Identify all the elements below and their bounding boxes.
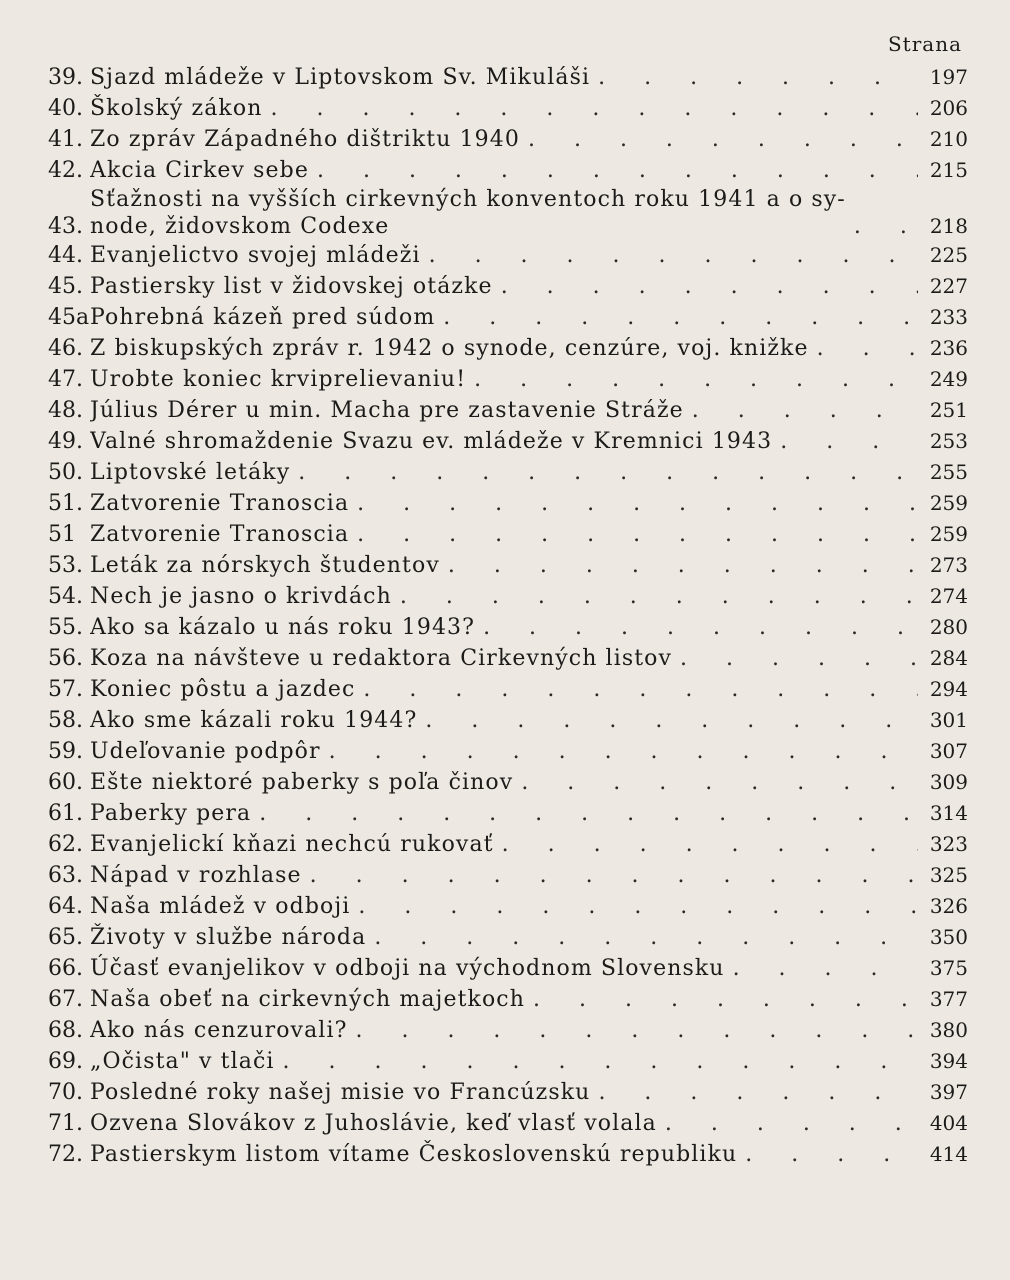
entry-title-wrap: [90, 798, 918, 829]
entry-title-wrap: [90, 364, 918, 395]
entry-title: Koza na návšteve u redaktora Cirkevných listov: [90, 646, 673, 671]
entry-number: 45.: [48, 274, 83, 299]
entry-number: 42.: [48, 158, 83, 183]
entry-page-number: 251: [929, 398, 968, 422]
entry-title-wrap: [90, 457, 918, 488]
dot-leader: [692, 395, 918, 426]
entry-title-wrap: [90, 705, 918, 736]
entry-title-wrap: [90, 922, 918, 953]
entry-number: 54.: [48, 584, 83, 609]
entry-number: 64.: [48, 894, 83, 919]
dot-leader: [854, 213, 918, 240]
entry-title-wrap: [90, 124, 918, 155]
entry-title-wrap: [90, 643, 918, 674]
entry-title: Leták za nórskych študentov: [90, 553, 440, 578]
dot-leader: [598, 62, 918, 93]
entry-title: Ozvena Slovákov z Juhoslávie, keď vlasť volala: [90, 1111, 657, 1136]
dot-leader: [425, 705, 918, 736]
entry-title-wrap: [90, 736, 918, 767]
toc-entry: [48, 550, 968, 581]
entry-page-number: 307: [929, 739, 968, 763]
dot-leader: [363, 674, 918, 705]
entry-page-number: 309: [929, 770, 968, 794]
dot-leader: [665, 1108, 918, 1139]
entry-page-number: 233: [929, 305, 968, 329]
entry-page-number: 259: [929, 522, 968, 546]
entry-number: 51: [48, 522, 76, 547]
dot-leader: [329, 736, 918, 767]
table-of-contents: [48, 62, 968, 1170]
entry-title-wrap: [90, 1077, 918, 1108]
toc-entry: [48, 426, 968, 457]
entry-title: Ešte niektoré paberky s poľa činov: [90, 770, 514, 795]
entry-title-wrap: [90, 1108, 918, 1139]
dot-leader: [598, 1077, 918, 1108]
toc-entry: [48, 93, 968, 124]
entry-number: 39.: [48, 65, 83, 90]
entry-title: Sťažnosti na vyšších cirkevných konventoch roku 1941 a o sy- node, židovskom Codexe: [90, 187, 846, 239]
entry-number: 43.: [48, 214, 83, 239]
entry-number: 57.: [48, 677, 83, 702]
entry-number: 50.: [48, 460, 83, 485]
dot-leader: [355, 1015, 918, 1046]
dot-leader: [283, 1046, 918, 1077]
entry-page-number: 227: [929, 274, 968, 298]
entry-title: Naša mládež v odboji: [90, 894, 351, 919]
entry-title: Ako nás cenzurovali?: [90, 1018, 348, 1043]
dot-leader: [733, 953, 918, 984]
entry-page-number: 249: [929, 367, 968, 391]
entry-title: Udeľovanie podpôr: [90, 739, 321, 764]
entry-title-wrap: [90, 186, 918, 240]
dot-leader: [502, 829, 918, 860]
toc-entry: [48, 155, 968, 186]
entry-number: 48.: [48, 398, 83, 423]
toc-entry: [48, 62, 968, 93]
entry-title-wrap: [90, 519, 918, 550]
toc-entry: [48, 240, 968, 271]
entry-title: Urobte koniec krviprelievaniu!: [90, 367, 467, 392]
entry-number: 59.: [48, 739, 83, 764]
entry-title-wrap: [90, 891, 918, 922]
entry-title-wrap: [90, 155, 918, 186]
entry-title-wrap: [90, 829, 918, 860]
entry-page-number: 397: [929, 1080, 968, 1104]
toc-entry: [48, 1108, 968, 1139]
entry-number: 61.: [48, 801, 83, 826]
toc-entry: [48, 643, 968, 674]
dot-leader: [780, 426, 918, 457]
entry-title: Zo zpráv Západného dištriktu 1940: [90, 127, 520, 152]
dot-leader: [429, 240, 918, 271]
entry-title: „Očista" v tlači: [90, 1049, 275, 1074]
entry-title: Paberky pera: [90, 801, 252, 826]
entry-number: 44.: [48, 243, 83, 268]
entry-page-number: 284: [929, 646, 968, 670]
toc-entry: [48, 488, 968, 519]
toc-entry: [48, 860, 968, 891]
entry-title-wrap: [90, 395, 918, 426]
entry-title-wrap: [90, 674, 918, 705]
entry-number: 63.: [48, 863, 83, 888]
toc-entry: [48, 271, 968, 302]
toc-entry: [48, 674, 968, 705]
entry-title: Valné shromaždenie Svazu ev. mládeže v Kremnici 1943: [90, 429, 773, 454]
toc-entry: [48, 457, 968, 488]
toc-entry: [48, 333, 968, 364]
toc-entry: [48, 395, 968, 426]
entry-page-number: 326: [929, 894, 968, 918]
entry-page-number: 377: [929, 987, 968, 1011]
entry-page-number: 314: [929, 801, 968, 825]
toc-entry: [48, 798, 968, 829]
entry-number: 67.: [48, 987, 83, 1012]
entry-number: 71.: [48, 1111, 83, 1136]
dot-leader: [259, 798, 918, 829]
entry-number: 41.: [48, 127, 83, 152]
entry-title-wrap: [90, 240, 918, 271]
dot-leader: [358, 891, 918, 922]
entry-title-wrap: [90, 1015, 918, 1046]
toc-entry: [48, 1015, 968, 1046]
dot-leader: [357, 488, 918, 519]
entry-page-number: 414: [929, 1142, 968, 1166]
toc-entry: [48, 767, 968, 798]
dot-leader: [270, 93, 918, 124]
entry-page-number: 255: [929, 460, 968, 484]
entry-number: 65.: [48, 925, 83, 950]
entry-number: 45a: [48, 305, 90, 330]
entry-number: 51.: [48, 491, 83, 516]
entry-title-wrap: [90, 62, 918, 93]
entry-number: 47.: [48, 367, 83, 392]
entry-title: Ako sme kázali roku 1944?: [90, 708, 418, 733]
entry-page-number: 259: [929, 491, 968, 515]
entry-title: Zatvorenie Tranoscia: [90, 522, 350, 547]
entry-title-wrap: [90, 302, 918, 333]
entry-page-number: 253: [929, 429, 968, 453]
entry-title: Pastierskym listom vítame Československú republiku: [90, 1142, 738, 1167]
entry-page-number: 350: [929, 925, 968, 949]
entry-title-wrap: [90, 581, 918, 612]
entry-page-number: 323: [929, 832, 968, 856]
entry-page-number: 294: [929, 677, 968, 701]
entry-number: 40.: [48, 96, 83, 121]
entry-page-number: 325: [929, 863, 968, 887]
entry-page-number: 210: [929, 127, 968, 151]
entry-title: Pastiersky list v židovskej otázke: [90, 274, 493, 299]
dot-leader: [310, 860, 918, 891]
entry-title-wrap: [90, 333, 918, 364]
dot-leader: [400, 581, 918, 612]
entry-number: 49.: [48, 429, 83, 454]
entry-title: Zatvorenie Tranoscia: [90, 491, 350, 516]
entry-title: Sjazd mládeže v Liptovskom Sv. Mikuláši: [90, 65, 591, 90]
entry-title: Naša obeť na cirkevných majetkoch: [90, 987, 525, 1012]
entry-title-wrap: [90, 860, 918, 891]
entry-title: Evanjelickí kňazi nechcú rukovať: [90, 832, 494, 857]
entry-title-wrap: [90, 550, 918, 581]
dot-leader: [483, 612, 918, 643]
entry-page-number: 375: [929, 956, 968, 980]
entry-title: Koniec pôstu a jazdec: [90, 677, 356, 702]
toc-entry: [48, 124, 968, 155]
toc-entry: [48, 705, 968, 736]
entry-number: 72.: [48, 1142, 83, 1167]
entry-page-number: 280: [929, 615, 968, 639]
toc-entry: [48, 953, 968, 984]
toc-entry: [48, 891, 968, 922]
entry-number: 60.: [48, 770, 83, 795]
entry-page-number: 215: [929, 158, 968, 182]
dot-leader: [357, 519, 918, 550]
entry-title-wrap: [90, 767, 918, 798]
toc-entry: [48, 186, 968, 240]
entry-title: Ako sa kázalo u nás roku 1943?: [90, 615, 476, 640]
dot-leader: [501, 271, 918, 302]
entry-page-number: 218: [929, 214, 968, 238]
entry-title-wrap: [90, 426, 918, 457]
entry-title-wrap: [90, 93, 918, 124]
dot-leader: [521, 767, 918, 798]
entry-title: Školský zákon: [90, 96, 263, 121]
toc-entry: [48, 736, 968, 767]
page-column-header: Strana: [887, 32, 962, 56]
entry-page-number: 197: [929, 65, 968, 89]
toc-entry: [48, 922, 968, 953]
entry-page-number: 380: [929, 1018, 968, 1042]
entry-title: Z biskupských zpráv r. 1942 o synode, cenzúre, voj. knižke: [90, 336, 809, 361]
entry-number: 68.: [48, 1018, 83, 1043]
toc-entry: [48, 829, 968, 860]
entry-title-wrap: [90, 1139, 918, 1170]
entry-page-number: 225: [929, 243, 968, 267]
toc-entry: [48, 1077, 968, 1108]
entry-title: Účasť evanjelikov v odboji na východnom Slovensku: [90, 956, 725, 981]
entry-title: Evanjelictvo svojej mládeži: [90, 243, 421, 268]
entry-title: Nápad v rozhlase: [90, 863, 302, 888]
entry-title-wrap: [90, 1046, 918, 1077]
toc-entry: [48, 581, 968, 612]
entry-title: Životy v službe národa: [90, 925, 367, 950]
entry-title-wrap: [90, 984, 918, 1015]
entry-number: 46.: [48, 336, 83, 361]
entry-page-number: 301: [929, 708, 968, 732]
entry-number: 58.: [48, 708, 83, 733]
entry-number: 69.: [48, 1049, 83, 1074]
entry-title-wrap: [90, 953, 918, 984]
dot-leader: [817, 333, 918, 364]
entry-number: 53.: [48, 553, 83, 578]
toc-entry: [48, 302, 968, 333]
entry-page-number: 274: [929, 584, 968, 608]
entry-page-number: 273: [929, 553, 968, 577]
entry-number: 55.: [48, 615, 83, 640]
dot-leader: [533, 984, 918, 1015]
dot-leader: [374, 922, 918, 953]
entry-title: Pohrebná kázeň pred súdom: [90, 305, 436, 330]
toc-entry: [48, 984, 968, 1015]
entry-title-wrap: [90, 488, 918, 519]
entry-page-number: 404: [929, 1111, 968, 1135]
dot-leader: [680, 643, 918, 674]
entry-number: 66.: [48, 956, 83, 981]
entry-page-number: 206: [929, 96, 968, 120]
dot-leader: [317, 155, 918, 186]
toc-entry: [48, 519, 968, 550]
dot-leader: [528, 124, 918, 155]
entry-title: Liptovské letáky: [90, 460, 291, 485]
dot-leader: [443, 302, 918, 333]
entry-page-number: 394: [929, 1049, 968, 1073]
toc-entry: [48, 1046, 968, 1077]
entry-title-wrap: [90, 271, 918, 302]
entry-page-number: 236: [929, 336, 968, 360]
entry-title: Akcia Cirkev sebe: [90, 158, 309, 183]
toc-entry: [48, 364, 968, 395]
entry-number: 70.: [48, 1080, 83, 1105]
entry-number: 56.: [48, 646, 83, 671]
entry-number: 62.: [48, 832, 83, 857]
toc-entry: [48, 612, 968, 643]
dot-leader: [745, 1139, 918, 1170]
entry-title-wrap: [90, 612, 918, 643]
entry-title: Nech je jasno o krivdách: [90, 584, 392, 609]
toc-entry: [48, 1139, 968, 1170]
dot-leader: [474, 364, 918, 395]
entry-title: Posledné roky našej misie vo Francúzsku: [90, 1080, 591, 1105]
dot-leader: [298, 457, 918, 488]
entry-title: Július Dérer u min. Macha pre zastavenie Stráže: [90, 398, 684, 423]
dot-leader: [448, 550, 918, 581]
